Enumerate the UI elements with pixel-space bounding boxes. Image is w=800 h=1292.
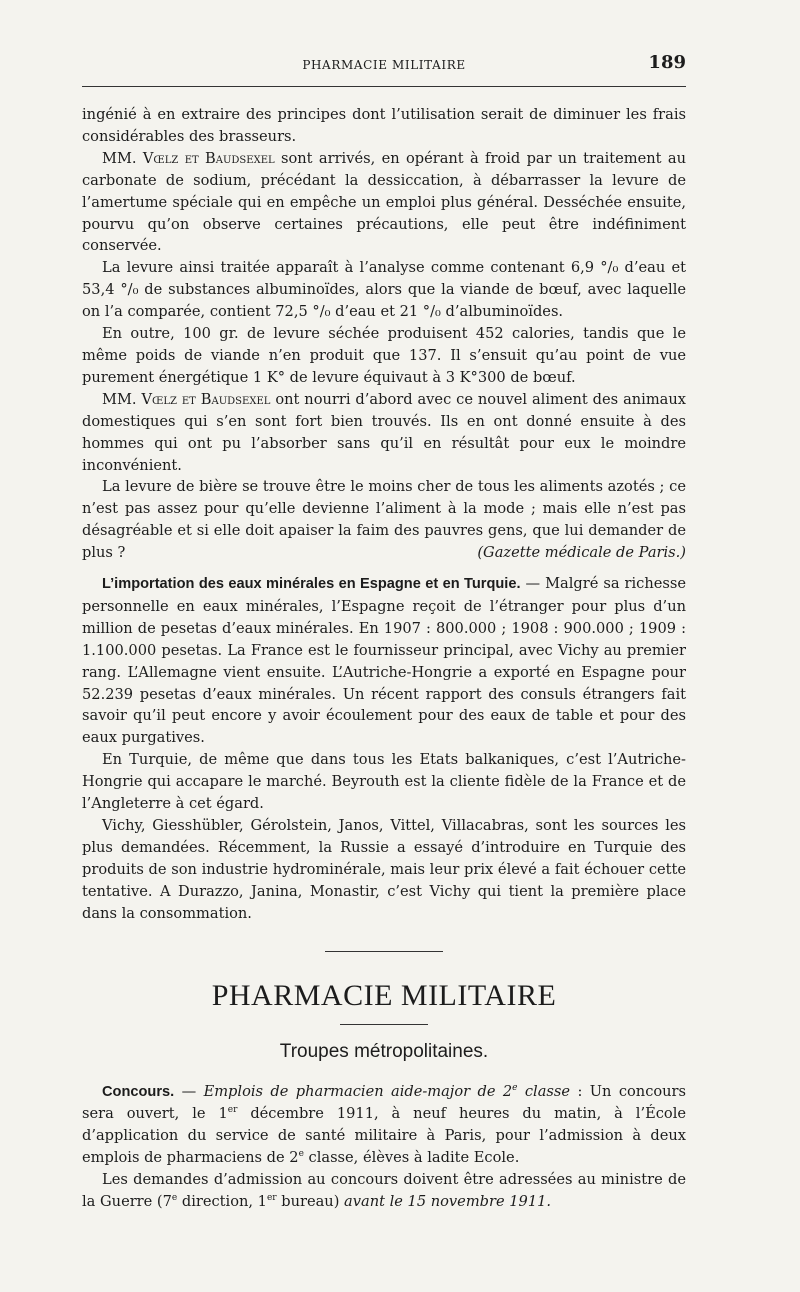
paragraph <box>82 1081 686 1170</box>
paragraph: Vichy, Giesshübler, Gérolstein, Janos, Vittel, Villacabras, sont les sources les plus demandées. Récemment, la Russie a essayé d’introduire en Turquie des produits de son industrie hydrominérale, mais leur prix élevé a fait échouer cette tentative. A Durazzo, Janina, Monastir, c’est Vichy qui tient la première place dans la consommation. <box>82 817 686 922</box>
paragraph-text: décembre 1911, à neuf heures du matin, à l’École d’application du service de santé militaire à Paris, pour l’admission à deux emplois de pharmaciens de 2 <box>82 1105 686 1167</box>
paragraph-text: Les demandes d’admission au concours doivent être adressées au ministre de la Guerre (7 <box>82 1171 686 1211</box>
paragraph-text: direction, 1 <box>177 1193 267 1211</box>
concours-label: Concours. <box>102 1083 175 1100</box>
title-rule <box>340 1024 428 1025</box>
superscript: er <box>266 1193 277 1204</box>
paragraph: En Turquie, de même que dans tous les Etats balkaniques, c’est l’Autriche-Hongrie qui accapare le marché. Beyrouth est la cliente fidèle de la France et de l’Angleterre à cet égard. <box>82 751 686 813</box>
author-names: MM. Vœlz et Baudsexel <box>102 149 275 167</box>
section-title: PHARMACIE MILITAIRE <box>211 978 557 1012</box>
running-title: PHARMACIE MILITAIRE <box>302 58 466 72</box>
page-header <box>82 52 686 82</box>
superscript: e <box>512 1082 518 1093</box>
paragraph-text: classe, élèves à ladite Ecole. <box>303 1149 520 1167</box>
page-number: 189 <box>648 52 686 73</box>
emplois-text: classe <box>517 1082 571 1100</box>
paragraph-text: bureau) <box>276 1193 345 1211</box>
author-names: MM. Vœlz et Baudsexel <box>102 390 271 408</box>
page-body <box>82 104 686 1213</box>
paragraph-text: — Malgré sa richesse personnelle en eaux minérales, l’Espagne reçoit de l’étranger pour plus d’un million de pesetas d’eaux minérales. En 1907 : 800.000 ; 1908 : 900.000 ; 1909 : 1.100.000 pesetas. La France est le fournisseur principal, avec Vichy au premier rang. L’Allemagne vient ensuite. L’Autriche-Hongrie a exporté en Espagne pour 52.239 pesetas d’eaux minérales. Un récent rapport des consuls étrangers fait savoir qu’il peut encore y avoir écoulement pour des eaux de table et pour des eaux purgatives. <box>82 575 686 747</box>
header-rule <box>82 86 686 87</box>
paragraph <box>82 476 686 564</box>
paragraph: La levure ainsi traitée apparaît à l’analyse comme contenant 6,9 °/₀ d’eau et 53,4 °/₀ de substances albuminoïdes, alors que la viande de bœuf, avec laquelle on l’a comparée, contient 72,5 °/₀ d’eau et 21 °/₀ d’albuminoïdes. <box>82 259 686 321</box>
emplois-text: Emplois de pharmacien aide-major de 2 <box>203 1082 513 1100</box>
paragraph-text: ont nourri d’abord avec ce nouvel aliment des animaux domestiques qui s’en sont fort bien trouvés. Ils en ont donné ensuite à des hommes qui ont pu l’absorber sans qu’il en résultât pour eux le moindre inconvénient. <box>82 390 686 474</box>
paragraph <box>82 1169 686 1213</box>
paragraph-text: sont arrivés, en opérant à froid par un traitement au carbonate de sodium, précédant la dessiccation, à débarrasser la levure de l’amertume spéciale qui en empêche un emploi plus général. Desséchée ensuite, pourvu qu’on observe certaines précautions, elle peut être indéfiniment conservée. <box>82 149 686 255</box>
deadline-text: avant le 15 novembre 1911. <box>344 1193 552 1211</box>
superscript: er <box>227 1105 238 1116</box>
paragraph: En outre, 100 gr. de levure séchée produisent 452 calories, tandis que le même poids de viande n’en produit que 137. Il s’ensuit qu’au point de vue purement énergétique 1 K° de levure équivaut à 3 K°300 de bœuf. <box>82 325 686 386</box>
paragraph <box>82 573 686 749</box>
superscript: e <box>298 1149 304 1160</box>
dash: — <box>174 1082 204 1100</box>
paragraph-text: La levure de bière se trouve être le moins cher de tous les aliments azotés ; ce n’est pas assez pour qu’elle devienne l’aliment à la mode ; mais elle n’est pas désagréable et si elle doit apaiser la faim des pauvres gens, que lui demander de plus ? <box>82 478 686 562</box>
separator-rule <box>325 951 443 952</box>
paragraph <box>82 148 686 258</box>
emplois-title <box>204 1083 570 1100</box>
section-subtitle: Troupes métropolitaines. <box>279 1040 489 1062</box>
paragraph: ingénié à en extraire des principes dont l’utilisation serait de diminuer les frais considérables des brasseurs. <box>82 106 686 145</box>
article-heading: L’importation des eaux minérales en Espagne et en Turquie. <box>102 576 521 593</box>
paragraph <box>82 389 686 477</box>
source-citation: (Gazette médicale de Paris.) <box>477 544 686 562</box>
paragraph-text: : Un concours sera ouvert, le 1 <box>82 1082 687 1123</box>
superscript: e <box>171 1193 178 1204</box>
